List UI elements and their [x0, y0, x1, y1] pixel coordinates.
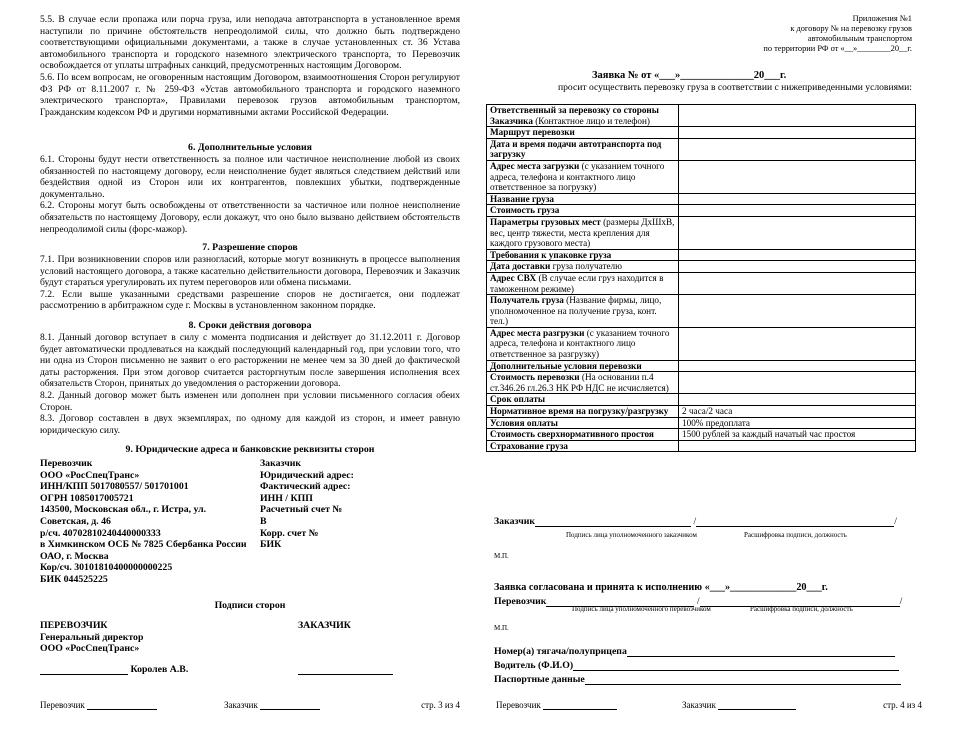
- request-row: [487, 105, 916, 127]
- clause-6-1: 6.1. Стороны будут нести ответственность за полное или частичное неисполнение любой из своих обязанностей по настоящему договору, если неисполнение будет являться следствием действий или бездействия одной из Сторон или их контрагентов, повлекших убытки, подтвержденные документально.: [40, 154, 460, 200]
- request-row-label: Дата доставки груза получателю: [487, 261, 679, 273]
- page-3: [40, 0, 460, 732]
- request-row: [487, 417, 916, 429]
- page-number: стр. 4 из 4: [883, 700, 922, 710]
- request-row: [487, 406, 916, 418]
- request-row-label: Название груза: [487, 193, 679, 205]
- footer-carrier: Перевозчик: [40, 700, 157, 710]
- signature-blank: [535, 526, 691, 527]
- requisite-line: В: [260, 515, 267, 527]
- appendix-line: по территории РФ от «__»________20__г.: [763, 44, 912, 53]
- request-row-value[interactable]: [679, 272, 916, 294]
- footer-carrier: Перевозчик: [496, 700, 617, 710]
- request-row: [487, 440, 916, 452]
- requisite-line: Фактический адрес:: [260, 481, 351, 493]
- appendix-line: к договору № на перевозку грузов: [790, 24, 912, 33]
- carrier-sig-company: ООО «РосСпецТранс»: [40, 643, 140, 655]
- requisite-line: Расчетный счет №: [260, 504, 343, 516]
- truck-number-row: Номер(а) тягача/полуприцепа: [494, 646, 895, 657]
- request-row-value[interactable]: [679, 440, 916, 452]
- requisite-line: в Химкинском ОСБ № 7825 Сбербанка России: [40, 539, 247, 551]
- section-9-heading: 9. Юридические адреса и банковские реквизиты сторон: [125, 444, 375, 455]
- request-row-value[interactable]: [679, 216, 916, 249]
- driver-row: Водитель (Ф.И.О): [494, 660, 899, 671]
- request-row-label: Условия оплаты: [487, 417, 679, 429]
- request-row-value[interactable]: [679, 138, 916, 160]
- requisite-line: ОГРН 1085017005721: [40, 492, 134, 504]
- request-row: [487, 138, 916, 160]
- section-7-heading: 7. Разрешение споров: [202, 242, 298, 253]
- agreed-line: Заявка согласована и принята к исполнению «___»_____________20___г.: [494, 582, 828, 593]
- footer-customer: Заказчик: [682, 700, 796, 710]
- signatures-heading: Подписи сторон: [214, 600, 286, 611]
- customer-sig-title: ЗАКАЗЧИК: [298, 620, 351, 631]
- request-table: [486, 104, 916, 452]
- request-row-label: Нормативное время на погрузку/разгрузку: [487, 406, 679, 418]
- truck-number-field[interactable]: [627, 656, 895, 657]
- request-row-label: Параметры грузовых мест (размеры ДхШхВ, вес, центр тяжести, места крепления для каждого грузового места): [487, 216, 679, 249]
- carrier-signature-line: [40, 664, 188, 675]
- request-row: [487, 261, 916, 273]
- request-row: [487, 429, 916, 441]
- requisite-line: р/сч. 40702810240440000333: [40, 527, 161, 539]
- clause-8-3: 8.3. Договор составлен в двух экземплярах, по одному для каждой из сторон, и имеет равную юридическую силу.: [40, 413, 460, 436]
- request-row: [487, 205, 916, 217]
- request-row: [487, 295, 916, 328]
- request-row: [487, 249, 916, 261]
- clause-8-1: 8.1. Данный договор вступает в силу с момента подписания и действует до 31.12.2011 г. Договор будет автоматически продлеваться на каждый последующий календарный год, при условии того, что ни одна из Сторон письменно не заявит о его расторжении не менее чем за 30 дней до фактической даты расторжения. При этом договор считается расторгнутым после завершения исполнения всех обязательств Сторон, принятых до уведомления о расторжении договора.: [40, 332, 460, 390]
- request-row-label: Требования к упаковке груза: [487, 249, 679, 261]
- requisite-line: Юридический адрес:: [260, 469, 354, 481]
- signature-blank: [40, 674, 128, 675]
- request-row: [487, 193, 916, 205]
- requisite-line: ООО «РосСпецТранс»: [40, 469, 140, 481]
- clause-5-6: 5.6. По всем вопросам, не оговоренным настоящим Договором, взаимоотношения Сторон регулируют ФЗ РФ от 8.11.2007 г. № 259-ФЗ «Устав автомобильного транспорта и городского наземного электрического транспорта», Правилами перевозок грузов автомобильным транспортом, Гражданским кодексом РФ и другими нормативными актами Российской Федерации.: [40, 71, 460, 118]
- customer-signature-line: [298, 664, 393, 675]
- request-row-value[interactable]: [679, 261, 916, 273]
- passport-field[interactable]: [585, 684, 901, 685]
- request-row: [487, 272, 916, 294]
- section-6-heading: 6. Дополнительные условия: [188, 142, 312, 153]
- request-row-value[interactable]: [679, 394, 916, 406]
- request-row-label: Стоимость груза: [487, 205, 679, 217]
- requisite-line: БИК: [260, 539, 282, 551]
- requisite-line: Заказчик: [260, 458, 302, 469]
- request-row-label: Стоимость сверхнормативного простоя: [487, 429, 679, 441]
- request-row: [487, 327, 916, 360]
- request-row-label: Срок оплаты: [487, 394, 679, 406]
- request-row-label: Адрес места разгрузки (с указанием точного адреса, телефона и контактного лицо ответственное за разгрузку): [487, 327, 679, 360]
- clause-7-2: 7.2. Если выше указанными средствами разрешение споров не достигается, они подлежат рассмотрению в арбитражном суде г. Москвы в установленном законном порядке.: [40, 288, 460, 312]
- request-row-label: Получатель груза (Название фирмы, лицо, уполномоченное на получение груза, конт. тел.): [487, 295, 679, 328]
- footer-customer: Заказчик: [224, 700, 320, 710]
- requisite-line: Перевозчик: [40, 458, 93, 469]
- page-number: стр. 3 из 4: [421, 700, 460, 710]
- request-row-label: Адрес СВХ (В случае если груз находится в таможенном режиме): [487, 272, 679, 294]
- passport-row: Паспортные данные: [494, 674, 901, 685]
- request-row-label: Ответственный за перевозку со стороны Заказчика (Контактное лицо и телефон): [487, 105, 679, 127]
- carrier-sig-title: ПЕРЕВОЗЧИК: [40, 620, 108, 631]
- requisite-line: ОАО, г. Москва: [40, 550, 109, 562]
- request-row-label: Страхование груза: [487, 440, 679, 452]
- requisite-line: БИК 044525225: [40, 573, 108, 585]
- request-row: [487, 127, 916, 139]
- appendix-line: Приложения №1: [852, 14, 912, 23]
- carrier-requisites: [40, 458, 260, 586]
- signature-blank: [298, 674, 393, 675]
- request-row-value[interactable]: [679, 327, 916, 360]
- request-row-label: Стоимость перевозки (На основании п.4 ст.346.26 гл.26.3 НК РФ НДС не исчисляется): [487, 372, 679, 394]
- request-intro: просит осуществить перевозку груза в соответствии с нижеприведенными условиями:: [558, 82, 912, 93]
- request-row-value[interactable]: 2 часа/2 часа: [679, 406, 916, 418]
- request-row-value[interactable]: [679, 249, 916, 261]
- carrier-sig-position: Генеральный директор: [40, 631, 144, 643]
- carrier-transcript-caption: Расшифровка подписи, должность: [750, 605, 853, 613]
- request-title: Заявка № от «___»______________20___г.: [592, 70, 787, 81]
- clause-7-1: 7.1. При возникновении споров или разногласий, которые могут возникнуть в процессе выполнения условий настоящего договора, а также касательно действительности договора, Перевозчик и Заказчик будут стараться урегулировать их путем переговоров или обмена письмами.: [40, 254, 460, 289]
- request-row: [487, 372, 916, 394]
- clause-5-5: 5.5. В случае если пропажа или порча груза, или неподача автотранспорта в установленное время наступили по причине обстоятельств непреодолимой силы, что должно быть подтверждено соответствующими официальными документами, а также в случае установленных ст. 36 Устава автомобильного транспорта и городского наземного электрического транспорта, то Перевозчик освобождается от уплаты штрафных санкций, предусмотренных настоящим Договором.: [40, 14, 460, 72]
- request-row: [487, 360, 916, 372]
- driver-field[interactable]: [573, 670, 899, 671]
- request-row-value[interactable]: [679, 160, 916, 193]
- requisite-line: Советская, д. 46: [40, 515, 111, 527]
- request-row-value[interactable]: 1500 рублей за каждый начатый час простоя: [679, 429, 916, 441]
- request-row: [487, 160, 916, 193]
- page-4: [482, 0, 922, 732]
- stamp-place: М.П.: [494, 552, 509, 560]
- clause-6-2: 6.2. Стороны могут быть освобождены от ответственности за частичное или полное неисполнение обязательств по настоящему Договору, если докажут, что оно было вызвано действием обстоятельств непреодолимой силы (форс-мажор).: [40, 200, 460, 235]
- request-row-label: Дата и время подачи автотранспорта под загрузку: [487, 138, 679, 160]
- customer-sign-caption: Подпись лица уполномоченного заказчиком: [566, 531, 697, 539]
- carrier-signature-block: [40, 620, 260, 655]
- customer-requisites: [260, 458, 460, 551]
- requisite-line: Кор/сч. 30101810400000000225: [40, 562, 173, 574]
- request-row-value[interactable]: [679, 127, 916, 139]
- carrier-sign-caption: Подпись лица уполномоченного перевозчиком: [572, 605, 711, 613]
- stamp-place: М.П.: [494, 624, 509, 632]
- transcript-blank: [696, 526, 894, 527]
- request-row-label: Маршрут перевозки: [487, 127, 679, 139]
- carrier-sign-row: Перевозчик / /: [494, 596, 903, 607]
- requisite-line: 143500, Московская обл., г. Истра, ул.: [40, 504, 207, 516]
- requisite-line: ИНН/КПП 5017080557/ 501701001: [40, 481, 189, 493]
- request-row-label: Адрес места загрузки (с указанием точного адреса, телефона и контактного лицо ответственное за погрузку): [487, 160, 679, 193]
- request-row-label: Дополнительные условия перевозки: [487, 360, 679, 372]
- requisite-line: ИНН / КПП: [260, 492, 313, 504]
- request-row-value[interactable]: 100% предоплата: [679, 417, 916, 429]
- request-row: [487, 216, 916, 249]
- customer-transcript-caption: Расшифровка подписи, должность: [744, 531, 847, 539]
- requisite-line: Корр. счет №: [260, 527, 319, 539]
- appendix-header: [763, 14, 912, 54]
- request-row-value[interactable]: [679, 360, 916, 372]
- appendix-line: автомобильным транспортом: [807, 34, 912, 43]
- request-row-value[interactable]: [679, 105, 916, 127]
- request-row: [487, 394, 916, 406]
- request-row-value[interactable]: [679, 372, 916, 394]
- signer-name: Королев А.В.: [130, 664, 189, 675]
- request-row-value[interactable]: [679, 295, 916, 328]
- customer-sign-row: Заказчик / /: [494, 516, 897, 527]
- request-row-value[interactable]: [679, 193, 916, 205]
- clause-8-2: 8.2. Данный договор может быть изменен или дополнен при условии письменного согласия обеих Сторон.: [40, 389, 460, 413]
- section-8-heading: 8. Сроки действия договора: [188, 320, 312, 331]
- request-row-value[interactable]: [679, 205, 916, 217]
